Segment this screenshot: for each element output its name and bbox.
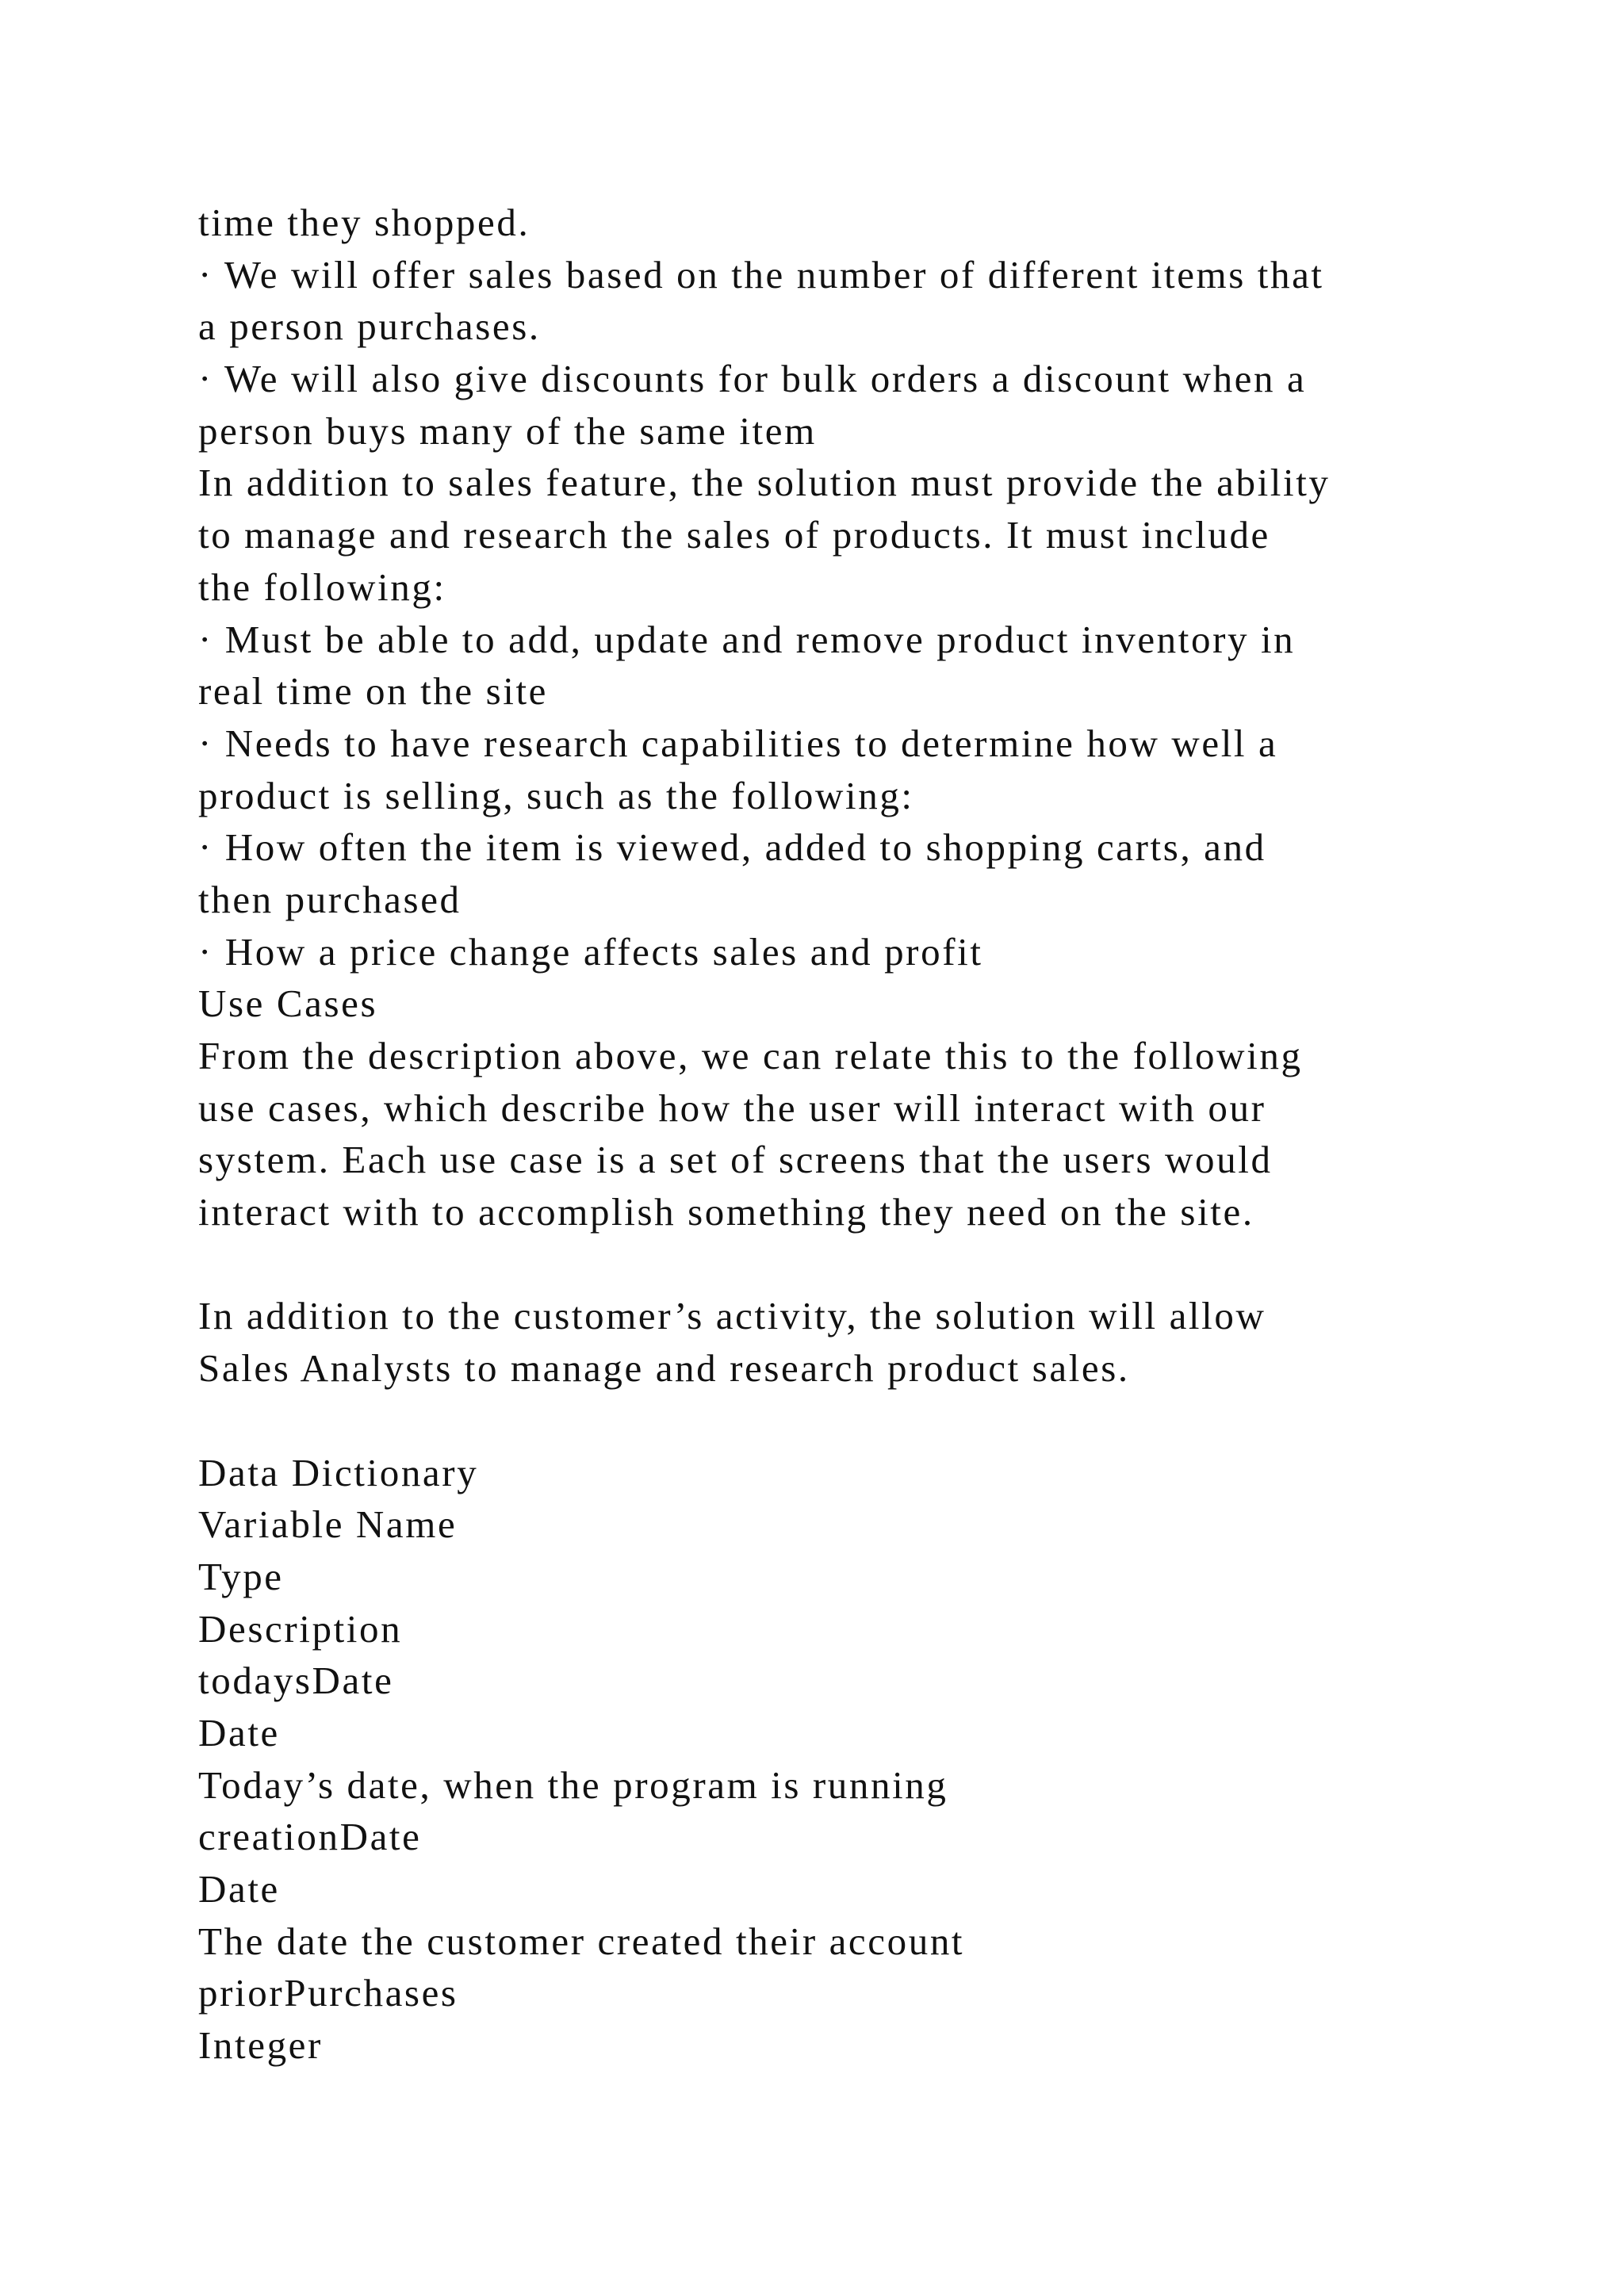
paragraph-line: From the description above, we can relate this to the following	[198, 1034, 1303, 1077]
dictionary-entry: creationDate	[198, 1815, 422, 1859]
bullet-line: · We will offer sales based on the number of different items that	[198, 252, 1324, 297]
dictionary-entry: Date	[198, 1867, 280, 1911]
dictionary-entry: Today’s date, when the program is running	[198, 1762, 948, 1807]
blank-line	[198, 1238, 1467, 1291]
paragraph-line: the following:	[198, 564, 446, 609]
bullet-line: · How a price change affects sales and profit	[198, 929, 983, 974]
paragraph-line: interact with to accomplish something they need on the site.	[198, 1190, 1254, 1234]
dictionary-header: Type	[198, 1554, 284, 1598]
section-heading: Use Cases	[198, 982, 378, 1026]
dictionary-entry: todaysDate	[198, 1659, 394, 1703]
text-line: then purchased	[198, 877, 462, 921]
dictionary-entry: Integer	[198, 2023, 323, 2068]
text-line: person buys many of the same item	[198, 408, 817, 453]
bullet-line: · Must be able to add, update and remove product inventory in	[198, 617, 1296, 661]
document-body	[198, 197, 1467, 2072]
dictionary-header: Description	[198, 1606, 403, 1651]
text-line: time they shopped.	[198, 201, 530, 244]
section-heading: Data Dictionary	[198, 1450, 479, 1494]
paragraph-line: system. Each use case is a set of screens that the users would	[198, 1138, 1273, 1182]
paragraph-line: Sales Analysts to manage and research product sales.	[198, 1346, 1130, 1391]
paragraph-line: use cases, which describe how the user will interact with our	[198, 1085, 1266, 1130]
paragraph-line: to manage and research the sales of products. It must include	[198, 513, 1270, 557]
text-line: a person purchases.	[198, 304, 541, 349]
dictionary-entry: The date the customer created their account	[198, 1919, 965, 1963]
blank-line	[198, 1395, 1467, 1447]
text-line: real time on the site	[198, 669, 549, 714]
text-line: product is selling, such as the following:	[198, 773, 914, 817]
paragraph-line: In addition to the customer’s activity, the solution will allow	[198, 1294, 1266, 1338]
bullet-line: · Needs to have research capabilities to determine how well a	[198, 721, 1278, 765]
paragraph-line: In addition to sales feature, the solution must provide the ability	[198, 461, 1331, 505]
dictionary-header: Variable Name	[198, 1502, 458, 1547]
bullet-line: · We will also give discounts for bulk orders a discount when a	[198, 357, 1307, 401]
bullet-line: · How often the item is viewed, added to shopping carts, and	[198, 825, 1266, 870]
dictionary-entry: priorPurchases	[198, 1971, 458, 2015]
dictionary-entry: Date	[198, 1710, 280, 1755]
